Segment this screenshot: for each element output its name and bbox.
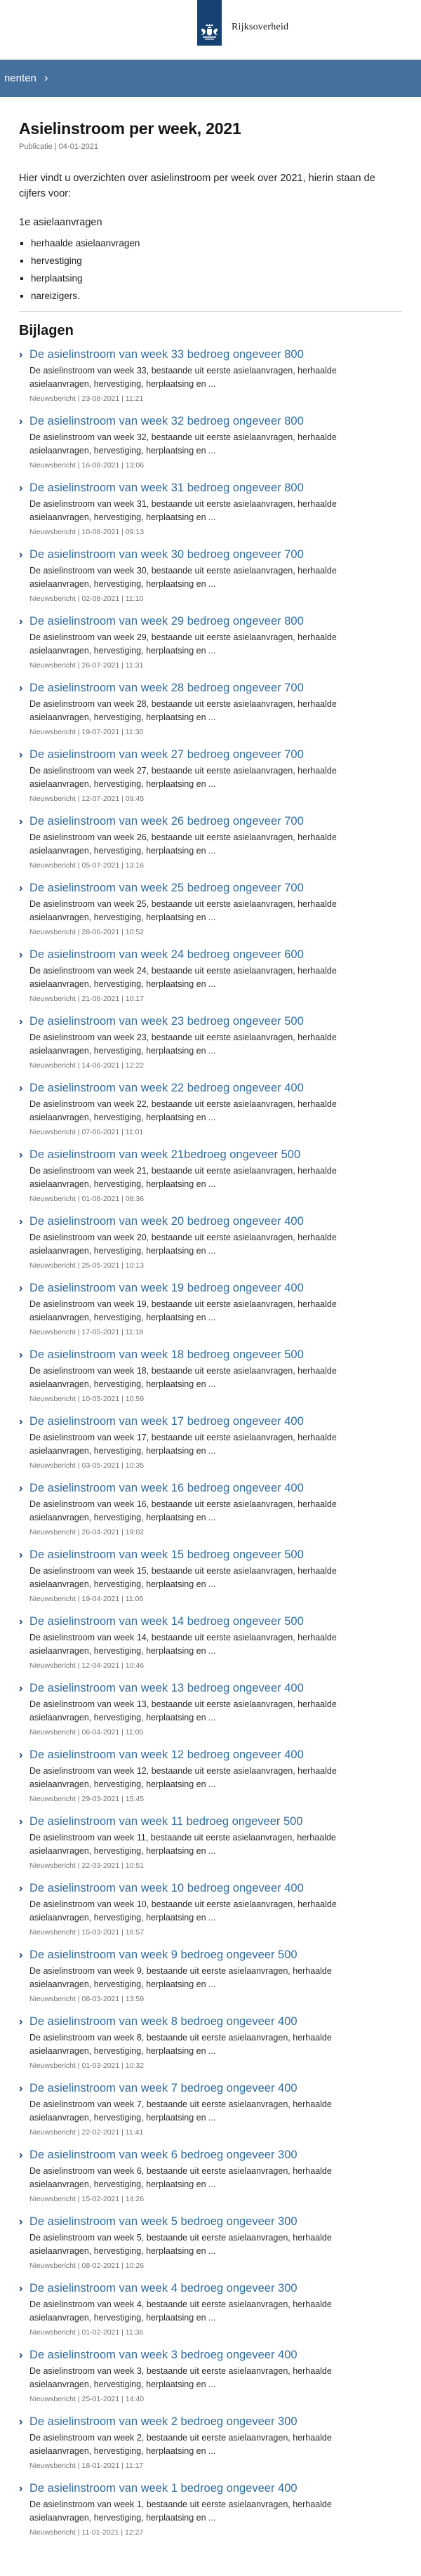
attachment-item [19, 414, 402, 470]
chevron-right-icon: › [19, 1949, 23, 1961]
chevron-right-icon: › [19, 2216, 23, 2228]
bullet-item: ▪ herplaatsing [31, 273, 402, 284]
attachment-description: De asielinstroom van week 8, bestaande uit eerste asielaanvragen, herhaalde asielaanvragen, hervestiging, herplaatsing en ... [29, 2033, 332, 2056]
attachment-description: De asielinstroom van week 12, bestaande uit eerste asielaanvragen, herhaalde asielaanvragen, hervestiging, herplaatsing en ... [29, 1766, 337, 1789]
attachment-link[interactable]: De asielinstroom van week 12 bedroeg ongeveer 400 [29, 1748, 304, 1761]
attachment-item [19, 1814, 402, 1870]
attachment-meta: Nieuwsbericht | 02-08-2021 | 11:10 [29, 595, 144, 603]
attachment-description: De asielinstroom van week 3, bestaande uit eerste asielaanvragen, herhaalde asielaanvragen, hervestiging, herplaatsing en ... [29, 2366, 332, 2389]
attachment-link[interactable]: De asielinstroom van week 5 bedroeg ongeveer 300 [29, 2215, 298, 2228]
attachment-description: De asielinstroom van week 1, bestaande uit eerste asielaanvragen, herhaalde asielaanvragen, hervestiging, herplaatsing en ... [29, 2499, 332, 2523]
chevron-right-icon: › [19, 2349, 23, 2361]
publication-meta: Publicatie | 04-01-2021 [19, 142, 98, 151]
attachment-link[interactable]: De asielinstroom van week 24 bedroeg ongeveer 600 [29, 948, 304, 961]
attachment-item [19, 1414, 402, 1470]
attachment-description: De asielinstroom van week 19, bestaande uit eerste asielaanvragen, herhaalde asielaanvragen, hervestiging, herplaatsing en ... [29, 1299, 337, 1322]
attachment-link[interactable]: De asielinstroom van week 15 bedroeg ongeveer 500 [29, 1548, 304, 1561]
attachment-description: De asielinstroom van week 31, bestaande uit eerste asielaanvragen, herhaalde asielaanvragen, hervestiging, herplaatsing en ... [29, 499, 337, 522]
attachment-link[interactable]: De asielinstroom van week 27 bedroeg ongeveer 700 [29, 748, 304, 761]
attachment-link[interactable]: De asielinstroom van week 29 bedroeg ongeveer 800 [29, 615, 304, 628]
attachments-heading: Bijlagen [19, 323, 74, 338]
attachment-item [19, 2415, 402, 2470]
chevron-right-icon: › [19, 816, 23, 828]
attachment-meta: Nieuwsbericht | 21-06-2021 | 10:17 [29, 995, 145, 1003]
attachment-link[interactable]: De asielinstroom van week 7 bedroeg ongeveer 400 [29, 2082, 298, 2094]
attachment-link[interactable]: De asielinstroom van week 2 bedroeg ongeveer 300 [29, 2415, 298, 2428]
attachment-link[interactable]: De asielinstroom van week 30 bedroeg ongeveer 700 [29, 548, 304, 561]
attachment-description: De asielinstroom van week 18, bestaande uit eerste asielaanvragen, herhaalde asielaanvragen, hervestiging, herplaatsing en ... [29, 1366, 337, 1389]
attachment-item [19, 2348, 402, 2403]
attachment-meta: Nieuwsbericht | 22-03-2021 | 10:51 [29, 1861, 145, 1870]
attachment-item [19, 1481, 402, 1536]
intro-paragraph: Hier vindt u overzichten over asielinstroom per week over 2021, hierin staan de cijfers voor: [19, 173, 375, 199]
attachment-description: De asielinstroom van week 2, bestaande uit eerste asielaanvragen, herhaalde asielaanvragen, hervestiging, herplaatsing en ... [29, 2433, 332, 2456]
attachment-meta: Nieuwsbericht | 10-05-2021 | 10:59 [29, 1395, 145, 1403]
bullet-item: ▪ herhaalde asielaanvragen [31, 238, 402, 248]
chevron-right-icon: › [19, 1549, 23, 1561]
chevron-right-icon: › [19, 549, 23, 561]
attachment-item [19, 1348, 402, 1403]
chevron-right-icon: › [19, 2083, 23, 2094]
attachment-description: De asielinstroom van week 32, bestaande uit eerste asielaanvragen, herhaalde asielaanvragen, hervestiging, herplaatsing en ... [29, 432, 337, 456]
attachment-description: De asielinstroom van week 10, bestaande uit eerste asielaanvragen, herhaalde asielaanvragen, hervestiging, herplaatsing en ... [29, 1899, 337, 1923]
attachment-meta: Nieuwsbericht | 11-01-2021 | 12:27 [29, 2528, 144, 2537]
chevron-right-icon: › [19, 749, 23, 761]
attachment-meta: Nieuwsbericht | 19-04-2021 | 11:06 [29, 1595, 144, 1603]
attachment-meta: Nieuwsbericht | 22-02-2021 | 11:41 [29, 2128, 144, 2137]
attachment-description: De asielinstroom van week 27, bestaande uit eerste asielaanvragen, herhaalde asielaanvragen, hervestiging, herplaatsing en ... [29, 766, 337, 789]
chevron-right-icon: › [19, 1282, 23, 1294]
attachment-meta: Nieuwsbericht | 01-03-2021 | 10:32 [29, 2062, 145, 2070]
attachment-meta: Nieuwsbericht | 12-07-2021 | 09:45 [29, 795, 145, 803]
attachment-meta: Nieuwsbericht | 16-08-2021 | 13:06 [29, 461, 145, 470]
attachment-description: De asielinstroom van week 17, bestaande uit eerste asielaanvragen, herhaalde asielaanvragen, hervestiging, herplaatsing en ... [29, 1433, 337, 1456]
attachment-meta: Nieuwsbericht | 08-03-2021 | 13:59 [29, 1995, 145, 2003]
attachment-item [19, 1748, 402, 1803]
chevron-right-icon: › [19, 1749, 23, 1761]
chevron-right-icon: › [19, 2149, 23, 2161]
page-title: Asielinstroom per week, 2021 [19, 119, 241, 138]
attachment-item [19, 614, 402, 670]
list-lead: 1e asielaanvragen [19, 217, 102, 228]
rijksoverheid-logo-ribbon[interactable] [197, 0, 222, 46]
attachment-link[interactable]: De asielinstroom van week 33 bedroeg ongeveer 800 [29, 348, 304, 361]
attachment-meta: Nieuwsbericht | 08-02-2021 | 10:26 [29, 2262, 145, 2270]
attachment-link[interactable]: De asielinstroom van week 18 bedroeg ongeveer 500 [29, 1348, 304, 1361]
attachment-description: De asielinstroom van week 24, bestaande uit eerste asielaanvragen, herhaalde asielaanvragen, hervestiging, herplaatsing en ... [29, 966, 337, 989]
attachment-meta: Nieuwsbericht | 06-04-2021 | 11:05 [29, 1728, 144, 1737]
attachments-list [19, 347, 402, 2537]
chevron-right-icon: › [19, 2016, 23, 2028]
attachment-link[interactable]: De asielinstroom van week 6 bedroeg ongeveer 300 [29, 2149, 298, 2161]
attachment-description: De asielinstroom van week 7, bestaande uit eerste asielaanvragen, herhaalde asielaanvragen, hervestiging, herplaatsing en ... [29, 2099, 332, 2123]
attachment-description: De asielinstroom van week 33, bestaande uit eerste asielaanvragen, herhaalde asielaanvragen, hervestiging, herplaatsing en ... [29, 366, 337, 389]
attachment-item [19, 2481, 402, 2537]
chevron-right-icon: › [19, 1883, 23, 1894]
attachment-description: De asielinstroom van week 26, bestaande uit eerste asielaanvragen, herhaalde asielaanvragen, hervestiging, herplaatsing en ... [29, 832, 337, 856]
bullet-list [19, 238, 402, 301]
chevron-right-icon: › [19, 616, 23, 628]
attachment-description: De asielinstroom van week 25, bestaande uit eerste asielaanvragen, herhaalde asielaanvragen, hervestiging, herplaatsing en ... [29, 899, 337, 922]
attachment-meta: Nieuwsbericht | 23-08-2021 | 11:21 [29, 394, 144, 403]
attachment-item [19, 547, 402, 603]
attachment-item [19, 681, 402, 736]
chevron-right-icon: › [19, 1216, 23, 1228]
attachment-item [19, 1214, 402, 1270]
chevron-right-icon: › [44, 71, 48, 84]
chevron-right-icon: › [19, 949, 23, 961]
chevron-right-icon: › [19, 1816, 23, 1828]
attachment-item [19, 748, 402, 803]
attachment-meta: Nieuwsbericht | 14-06-2021 | 12:22 [29, 1061, 145, 1070]
attachment-item [19, 1281, 402, 1336]
attachment-meta: Nieuwsbericht | 05-07-2021 | 13:16 [29, 861, 145, 870]
chevron-right-icon: › [19, 2416, 23, 2428]
attachment-item [19, 1081, 402, 1136]
attachment-description: De asielinstroom van week 11, bestaande uit eerste asielaanvragen, herhaalde asielaanvragen, hervestiging, herplaatsing en ... [29, 1833, 336, 1856]
attachment-link[interactable]: De asielinstroom van week 32 bedroeg ongeveer 800 [29, 415, 304, 427]
attachment-description: De asielinstroom van week 16, bestaande uit eerste asielaanvragen, herhaalde asielaanvragen, hervestiging, herplaatsing en ... [29, 1499, 337, 1522]
attachment-description: De asielinstroom van week 29, bestaande uit eerste asielaanvragen, herhaalde asielaanvragen, hervestiging, herplaatsing en ... [29, 632, 337, 656]
attachment-description: De asielinstroom van week 13, bestaande uit eerste asielaanvragen, herhaalde asielaanvragen, hervestiging, herplaatsing en ... [29, 1699, 337, 1722]
chevron-right-icon: › [19, 1416, 23, 1428]
attachment-description: De asielinstroom van week 20, bestaande uit eerste asielaanvragen, herhaalde asielaanvragen, hervestiging, herplaatsing en ... [29, 1233, 337, 1256]
attachment-description: De asielinstroom van week 28, bestaande uit eerste asielaanvragen, herhaalde asielaanvragen, hervestiging, herplaatsing en ... [29, 699, 337, 722]
main-content [0, 119, 421, 2555]
chevron-right-icon: › [19, 1616, 23, 1628]
attachment-link[interactable]: De asielinstroom van week 10 bedroeg ongeveer 400 [29, 1882, 304, 1894]
bullet-item: ▪ hervestiging [31, 255, 402, 266]
attachment-meta: Nieuwsbericht | 12-04-2021 | 10:46 [29, 1661, 145, 1670]
attachment-meta: Nieuwsbericht | 03-05-2021 | 10:35 [29, 1461, 145, 1470]
attachment-meta: Nieuwsbericht | 18-01-2021 | 11:17 [29, 2462, 144, 2470]
attachment-description: De asielinstroom van week 30, bestaande uit eerste asielaanvragen, herhaalde asielaanvragen, hervestiging, herplaatsing en ... [29, 566, 337, 589]
attachment-description: De asielinstroom van week 14, bestaande uit eerste asielaanvragen, herhaalde asielaanvragen, hervestiging, herplaatsing en ... [29, 1633, 337, 1656]
attachment-link[interactable]: De asielinstroom van week 31 bedroeg ongeveer 800 [29, 482, 304, 494]
attachment-description: De asielinstroom van week 6, bestaande uit eerste asielaanvragen, herhaalde asielaanvragen, hervestiging, herplaatsing en ... [29, 2166, 332, 2189]
attachment-item [19, 881, 402, 936]
attachment-item [19, 1881, 402, 1937]
chevron-right-icon: › [19, 349, 23, 361]
bullet-item: ▪ nareizigers. [31, 291, 402, 301]
attachment-link[interactable]: De asielinstroom van week 17 bedroeg ongeveer 400 [29, 1415, 304, 1428]
section-divider [19, 311, 402, 312]
chevron-right-icon: › [19, 1682, 23, 1694]
attachment-item [19, 481, 402, 536]
attachment-meta: Nieuwsbericht | 19-07-2021 | 11:30 [29, 728, 144, 736]
attachment-meta: Nieuwsbericht | 01-06-2021 | 08:36 [29, 1195, 145, 1203]
attachment-description: De asielinstroom van week 23, bestaande uit eerste asielaanvragen, herhaalde asielaanvragen, hervestiging, herplaatsing en ... [29, 1033, 337, 1056]
attachment-meta: Nieuwsbericht | 10-08-2021 | 09:13 [29, 528, 145, 536]
chevron-right-icon: › [19, 1349, 23, 1361]
attachment-link[interactable]: De asielinstroom van week 14 bedroeg ongeveer 500 [29, 1615, 304, 1628]
attachment-meta: Nieuwsbericht | 25-01-2021 | 14:40 [29, 2395, 145, 2403]
attachment-link[interactable]: De asielinstroom van week 9 bedroeg ongeveer 500 [29, 1948, 298, 1961]
attachment-meta: Nieuwsbericht | 25-05-2021 | 10:13 [29, 1261, 145, 1270]
attachment-description: De asielinstroom van week 9, bestaande uit eerste asielaanvragen, herhaalde asielaanvragen, hervestiging, herplaatsing en ... [29, 1966, 332, 1989]
attachment-link[interactable]: De asielinstroom van week 25 bedroeg ongeveer 700 [29, 882, 304, 894]
chevron-right-icon: › [19, 2483, 23, 2495]
attachment-link[interactable]: De asielinstroom van week 22 bedroeg ongeveer 400 [29, 1082, 304, 1094]
breadcrumb-bar [0, 60, 421, 97]
attachment-link[interactable]: De asielinstroom van week 26 bedroeg ongeveer 700 [29, 815, 304, 828]
attachment-item [19, 1614, 402, 1670]
attachment-link[interactable]: De asielinstroom van week 21bedroeg ongeveer 500 [29, 1148, 301, 1161]
attachment-link[interactable]: De asielinstroom van week 4 bedroeg ongeveer 300 [29, 2282, 298, 2295]
attachment-item [19, 2014, 402, 2070]
attachment-item [19, 1948, 402, 2003]
attachment-description: De asielinstroom van week 4, bestaande uit eerste asielaanvragen, herhaalde asielaanvragen, hervestiging, herplaatsing en ... [29, 2299, 332, 2323]
attachment-link[interactable]: De asielinstroom van week 11 bedroeg ongeveer 500 [29, 1815, 303, 1828]
attachment-meta: Nieuwsbericht | 15-03-2021 | 16:57 [29, 1928, 145, 1937]
attachment-meta: Nieuwsbericht | 28-06-2021 | 10:52 [29, 928, 145, 936]
attachment-description: De asielinstroom van week 21, bestaande uit eerste asielaanvragen, herhaalde asielaanvragen, hervestiging, herplaatsing en ... [29, 1166, 337, 1189]
chevron-right-icon: › [19, 416, 23, 427]
breadcrumb-link[interactable]: nenten [4, 72, 36, 84]
attachment-meta: Nieuwsbericht | 26-07-2021 | 11:31 [29, 661, 144, 670]
attachment-item [19, 1148, 402, 1203]
attachment-item [19, 2148, 402, 2203]
attachment-item [19, 814, 402, 870]
attachment-link[interactable]: De asielinstroom van week 8 bedroeg ongeveer 400 [29, 2015, 298, 2028]
chevron-right-icon: › [19, 882, 23, 894]
attachment-link[interactable]: De asielinstroom van week 23 bedroeg ongeveer 500 [29, 1015, 304, 1028]
attachment-link[interactable]: De asielinstroom van week 19 bedroeg ongeveer 400 [29, 1282, 304, 1294]
attachment-meta: Nieuwsbericht | 01-02-2021 | 11:36 [29, 2328, 144, 2337]
rijksoverheid-logo-text: Rijksoverheid [232, 22, 289, 32]
attachment-item [19, 2281, 402, 2337]
attachment-description: De asielinstroom van week 15, bestaande uit eerste asielaanvragen, herhaalde asielaanvragen, hervestiging, herplaatsing en ... [29, 1566, 337, 1589]
attachment-item [19, 1548, 402, 1603]
attachment-item [19, 347, 402, 403]
attachment-item [19, 1681, 402, 1737]
attachment-item [19, 948, 402, 1003]
attachment-description: De asielinstroom van week 22, bestaande uit eerste asielaanvragen, herhaalde asielaanvragen, hervestiging, herplaatsing en ... [29, 1099, 337, 1122]
attachment-item [19, 2081, 402, 2137]
rijksoverheid-emblem-icon [200, 23, 219, 41]
chevron-right-icon: › [19, 2283, 23, 2295]
attachment-meta: Nieuwsbericht | 07-06-2021 | 11:01 [29, 1128, 144, 1136]
chevron-right-icon: › [19, 1149, 23, 1161]
attachment-link[interactable]: De asielinstroom van week 28 bedroeg ongeveer 700 [29, 682, 304, 694]
chevron-right-icon: › [19, 1482, 23, 1494]
attachment-item [19, 2215, 402, 2270]
attachment-meta: Nieuwsbericht | 26-04-2021 | 19:02 [29, 1528, 145, 1536]
attachment-item [19, 1014, 402, 1070]
chevron-right-icon: › [19, 482, 23, 494]
chevron-right-icon: › [19, 1016, 23, 1028]
site-header [0, 0, 421, 60]
chevron-right-icon: › [19, 1082, 23, 1094]
attachment-description: De asielinstroom van week 5, bestaande uit eerste asielaanvragen, herhaalde asielaanvragen, hervestiging, herplaatsing en ... [29, 2233, 332, 2256]
attachment-meta: Nieuwsbericht | 29-03-2021 | 15:45 [29, 1795, 145, 1803]
attachment-link[interactable]: De asielinstroom van week 20 bedroeg ongeveer 400 [29, 1215, 304, 1228]
attachment-meta: Nieuwsbericht | 15-02-2021 | 14:26 [29, 2195, 145, 2203]
attachment-link[interactable]: De asielinstroom van week 16 bedroeg ongeveer 400 [29, 1482, 304, 1494]
chevron-right-icon: › [19, 682, 23, 694]
attachment-meta: Nieuwsbericht | 17-05-2021 | 11:18 [29, 1328, 144, 1336]
attachment-link[interactable]: De asielinstroom van week 3 bedroeg ongeveer 400 [29, 2349, 298, 2361]
attachment-link[interactable]: De asielinstroom van week 1 bedroeg ongeveer 400 [29, 2482, 298, 2495]
attachment-link[interactable]: De asielinstroom van week 13 bedroeg ongeveer 400 [29, 1682, 304, 1694]
